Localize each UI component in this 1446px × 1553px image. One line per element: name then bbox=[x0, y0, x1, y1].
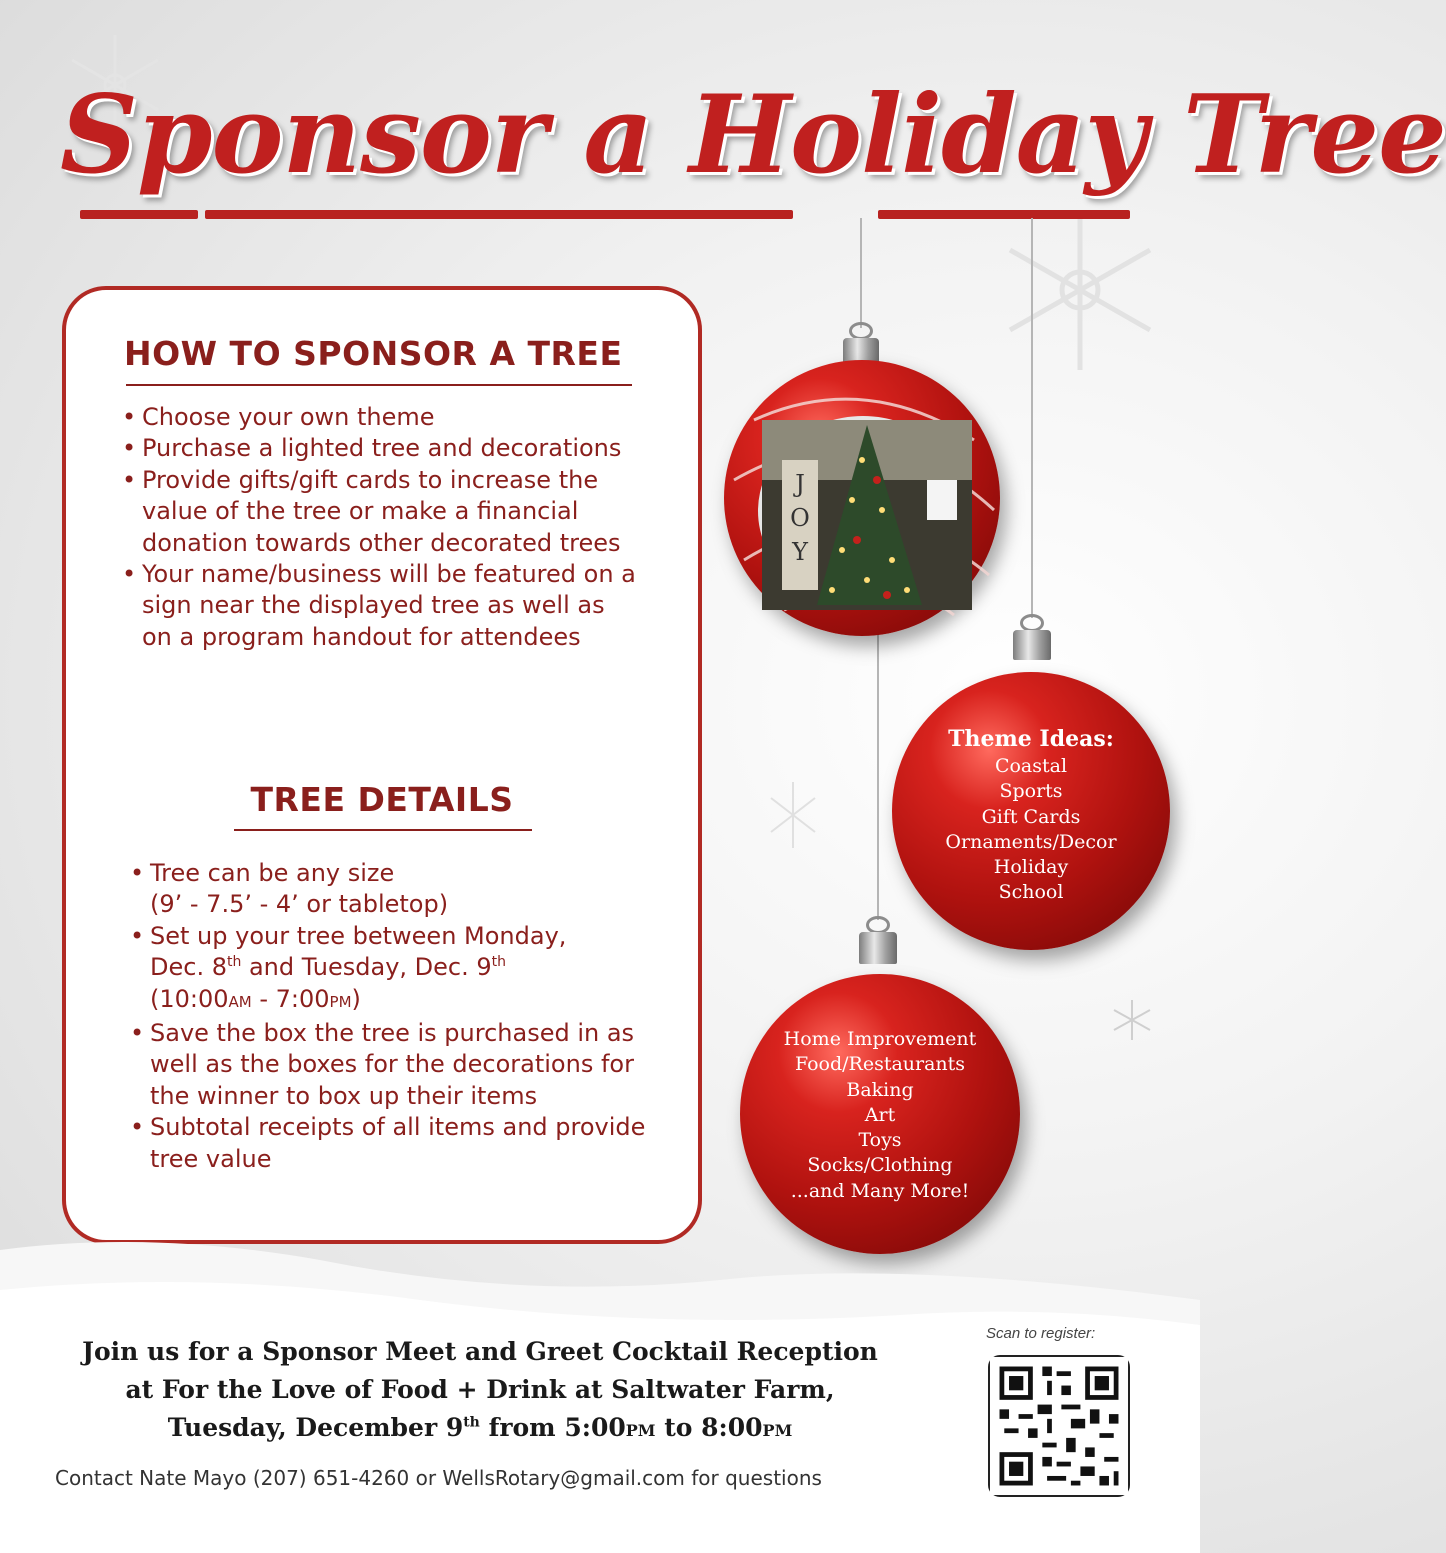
qr-code-icon bbox=[990, 1357, 1128, 1495]
list-item: • Provide gifts/gift cards to increase the value of the tree or make a financial donation towards other decorated trees bbox=[122, 465, 621, 557]
list-item: Holiday bbox=[993, 856, 1069, 879]
page-title: Sponsor a Holiday Tree bbox=[60, 72, 1446, 198]
list-item: Art bbox=[864, 1103, 896, 1126]
list-item: • Subtotal receipts of all items and provide tree value bbox=[130, 1113, 646, 1173]
title-underline-left bbox=[80, 210, 198, 219]
tree-details-heading: TREE DETAILS bbox=[250, 780, 514, 819]
snowflake-icon bbox=[1110, 998, 1154, 1042]
list-item: • Your name/business will be featured on a sign near the displayed tree as well as on a program handout for attendees bbox=[122, 560, 636, 651]
list-item: Home Improvement bbox=[783, 1028, 977, 1050]
registration-qr-code[interactable] bbox=[988, 1355, 1130, 1497]
divider bbox=[126, 384, 632, 386]
tree-details-list bbox=[130, 858, 650, 1175]
sponsor-info-card bbox=[62, 286, 702, 1244]
photo-sign-letter: O bbox=[790, 504, 810, 532]
theme-ideas-text bbox=[892, 724, 1170, 906]
list-item: • Save the box the tree is purchased in as well as the boxes for the decorations for the winner to box up their items bbox=[130, 1019, 635, 1110]
snowflake-icon bbox=[768, 780, 818, 850]
more-ideas-text bbox=[740, 1027, 1020, 1204]
tree-photo bbox=[758, 416, 968, 606]
divider bbox=[234, 829, 532, 831]
ornament-cap bbox=[859, 932, 897, 964]
reception-line: at For the Love of Food + Drink at Saltwater Farm, bbox=[125, 1375, 835, 1404]
ornament-string bbox=[860, 218, 862, 328]
theme-ideas-heading: Theme Ideas: bbox=[948, 726, 1114, 752]
list-item: School bbox=[998, 881, 1064, 904]
photo-sign-letter: Y bbox=[792, 538, 808, 566]
snowflake-icon bbox=[990, 200, 1170, 380]
photo-sign-letter: J bbox=[795, 470, 805, 498]
list-item: Sports bbox=[999, 780, 1063, 803]
title-underline-right bbox=[878, 210, 1130, 219]
contact-info: Contact Nate Mayo (207) 651-4260 or WellsRotary@gmail.com for questions bbox=[55, 1466, 822, 1490]
photo-ornament bbox=[724, 360, 1000, 636]
list-item: Food/Restaurants bbox=[794, 1053, 966, 1076]
list-item: Socks/Clothing bbox=[807, 1154, 953, 1177]
ornament-string bbox=[1031, 218, 1033, 618]
list-item: Coastal bbox=[994, 755, 1068, 777]
list-item: • Tree can be any size (9’ - 7.5’ - 4’ or tabletop) bbox=[130, 859, 449, 919]
how-to-list bbox=[122, 402, 642, 653]
reception-announcement bbox=[30, 1333, 930, 1450]
list-item: • Set up your tree between Monday, Dec. 8th and Tuesday, Dec. 9th (10:00AM - 7:00PM) bbox=[130, 921, 567, 1013]
list-item: • Choose your own theme bbox=[122, 403, 435, 431]
list-item: Baking bbox=[846, 1078, 914, 1101]
list-item: • Purchase a lighted tree and decorations bbox=[122, 434, 622, 463]
scan-label: Scan to register: bbox=[986, 1325, 1096, 1342]
ornament-cap bbox=[1013, 630, 1051, 660]
title-underline-center bbox=[205, 210, 793, 219]
list-item: Gift Cards bbox=[981, 805, 1081, 828]
list-item: Toys bbox=[858, 1129, 902, 1152]
list-item: Ornaments/Decor bbox=[945, 830, 1117, 853]
reception-line: Tuesday, December 9th from 5:00PM to 8:00PM bbox=[167, 1413, 793, 1442]
ornament-string bbox=[877, 620, 879, 920]
how-to-heading: HOW TO SPONSOR A TREE bbox=[124, 334, 623, 373]
list-item: ...and Many More! bbox=[790, 1179, 970, 1202]
reception-line: Join us for a Sponsor Meet and Greet Cocktail Reception bbox=[82, 1337, 878, 1366]
